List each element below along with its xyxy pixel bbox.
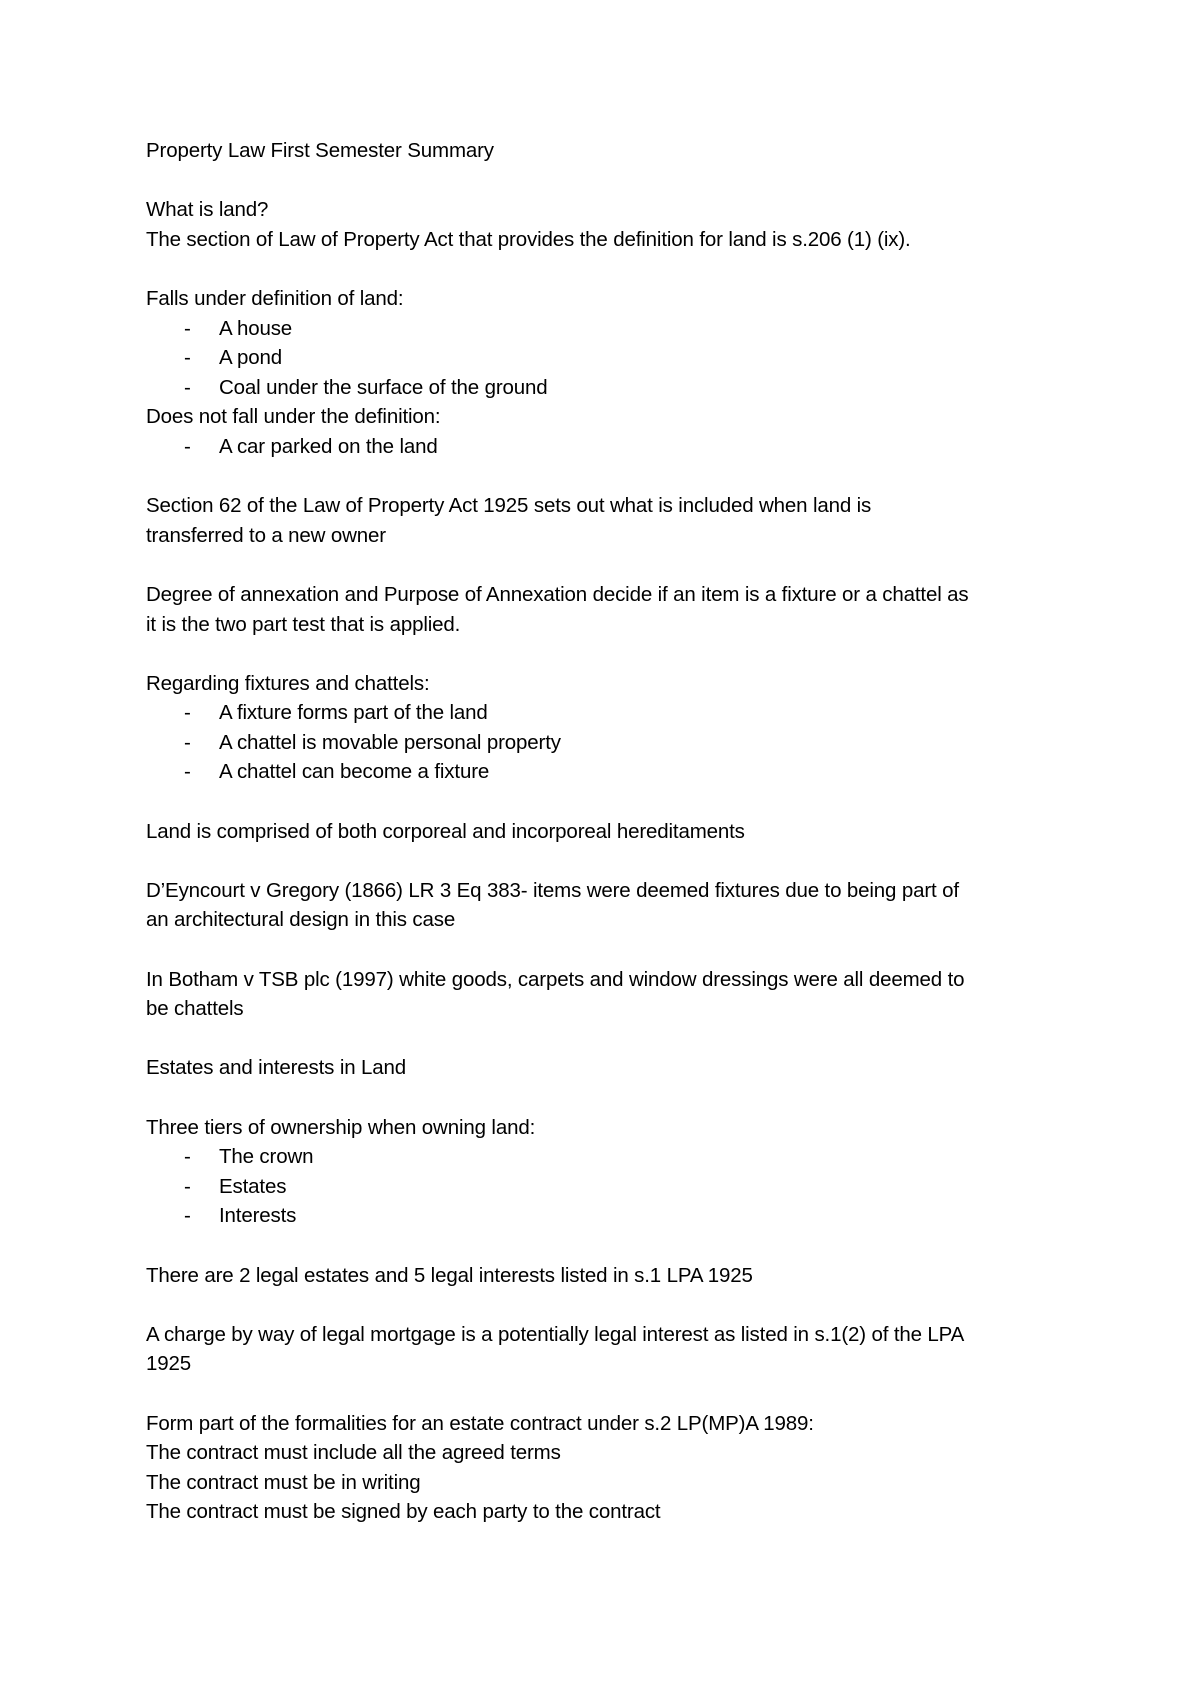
not-fall-heading: Does not fall under the definition: <box>146 405 441 429</box>
list-item-text: Interests <box>219 1204 297 1228</box>
spacer <box>146 787 1086 817</box>
estates-heading: Estates and interests in Land <box>146 1056 407 1080</box>
formalities-item: The contract must be in writing <box>146 1470 421 1494</box>
list-item <box>146 1142 1086 1172</box>
what-is-land-heading: What is land? <box>146 198 269 222</box>
botham-text-line-1: In Botham v TSB plc (1997) white goods, carpets and window dressings were all deemed to <box>146 967 965 991</box>
spacer <box>146 1290 1086 1320</box>
fixtures-heading: Regarding fixtures and chattels: <box>146 671 430 695</box>
section62-text-line-1: Section 62 of the Law of Property Act 1925 sets out what is included when land is <box>146 494 872 518</box>
list-item-text: A fixture forms part of the land <box>219 701 488 725</box>
falls-under-list <box>146 314 1086 403</box>
document-title: Property Law First Semester Summary <box>146 139 494 162</box>
document-page <box>146 136 1086 1527</box>
spacer <box>146 1231 1086 1261</box>
tiers-list <box>146 1142 1086 1231</box>
list-item-text: A car parked on the land <box>219 434 438 458</box>
list-item-text: A house <box>219 316 293 340</box>
list-item <box>146 698 1086 728</box>
spacer <box>146 166 1086 196</box>
spacer <box>146 846 1086 876</box>
spacer <box>146 639 1086 669</box>
list-item-text: Estates <box>219 1174 287 1198</box>
spacer <box>146 1379 1086 1409</box>
list-item-text: A pond <box>219 346 282 370</box>
list-item-text: A chattel can become a fixture <box>219 760 490 784</box>
bullet-dash: - <box>184 1174 191 1198</box>
formalities-item: The contract must be signed by each party to the contract <box>146 1500 661 1524</box>
charge-text-line-1: A charge by way of legal mortgage is a potentially legal interest as listed in s.1(2) of the LPA <box>146 1322 965 1346</box>
spacer <box>146 1083 1086 1113</box>
list-item <box>146 432 1086 462</box>
list-item-text: Coal under the surface of the ground <box>219 375 548 399</box>
falls-under-heading: Falls under definition of land: <box>146 286 404 310</box>
not-fall-list <box>146 432 1086 462</box>
bullet-dash: - <box>184 1204 191 1228</box>
annexation-text-line-2: it is the two part test that is applied. <box>146 612 461 636</box>
bullet-dash: - <box>184 375 191 399</box>
annexation-text-line-1: Degree of annexation and Purpose of Annexation decide if an item is a fixture or a chattel as <box>146 582 969 606</box>
bullet-dash: - <box>184 730 191 754</box>
legal-estates-text: There are 2 legal estates and 5 legal interests listed in s.1 LPA 1925 <box>146 1263 753 1287</box>
section62-text-line-2: transferred to a new owner <box>146 523 386 547</box>
deyncourt-text-line-2: an architectural design in this case <box>146 908 456 932</box>
spacer <box>146 462 1086 492</box>
list-item <box>146 373 1086 403</box>
bullet-dash: - <box>184 346 191 370</box>
bullet-dash: - <box>184 434 191 458</box>
list-item <box>146 757 1086 787</box>
list-item-text: A chattel is movable personal property <box>219 730 561 754</box>
bullet-dash: - <box>184 760 191 784</box>
deyncourt-text-line-1: D’Eyncourt v Gregory (1866) LR 3 Eq 383- items were deemed fixtures due to being part of <box>146 878 959 902</box>
list-item <box>146 1201 1086 1231</box>
list-item <box>146 1172 1086 1202</box>
spacer <box>146 935 1086 965</box>
bullet-dash: - <box>184 316 191 340</box>
fixtures-list <box>146 698 1086 787</box>
land-definition-text: The section of Law of Property Act that provides the definition for land is s.206 (1) (ix). <box>146 227 911 251</box>
list-item <box>146 314 1086 344</box>
formalities-item: The contract must include all the agreed terms <box>146 1441 561 1465</box>
tiers-heading: Three tiers of ownership when owning land: <box>146 1115 536 1139</box>
botham-text-line-2: be chattels <box>146 997 244 1021</box>
spacer <box>146 254 1086 284</box>
list-item <box>146 343 1086 373</box>
bullet-dash: - <box>184 1145 191 1169</box>
spacer <box>146 1024 1086 1054</box>
charge-text-line-2: 1925 <box>146 1352 192 1376</box>
list-item <box>146 728 1086 758</box>
bullet-dash: - <box>184 701 191 725</box>
formalities-heading: Form part of the formalities for an estate contract under s.2 LP(MP)A 1989: <box>146 1411 814 1435</box>
spacer <box>146 550 1086 580</box>
hereditaments-text: Land is comprised of both corporeal and incorporeal hereditaments <box>146 819 745 843</box>
list-item-text: The crown <box>219 1145 314 1169</box>
